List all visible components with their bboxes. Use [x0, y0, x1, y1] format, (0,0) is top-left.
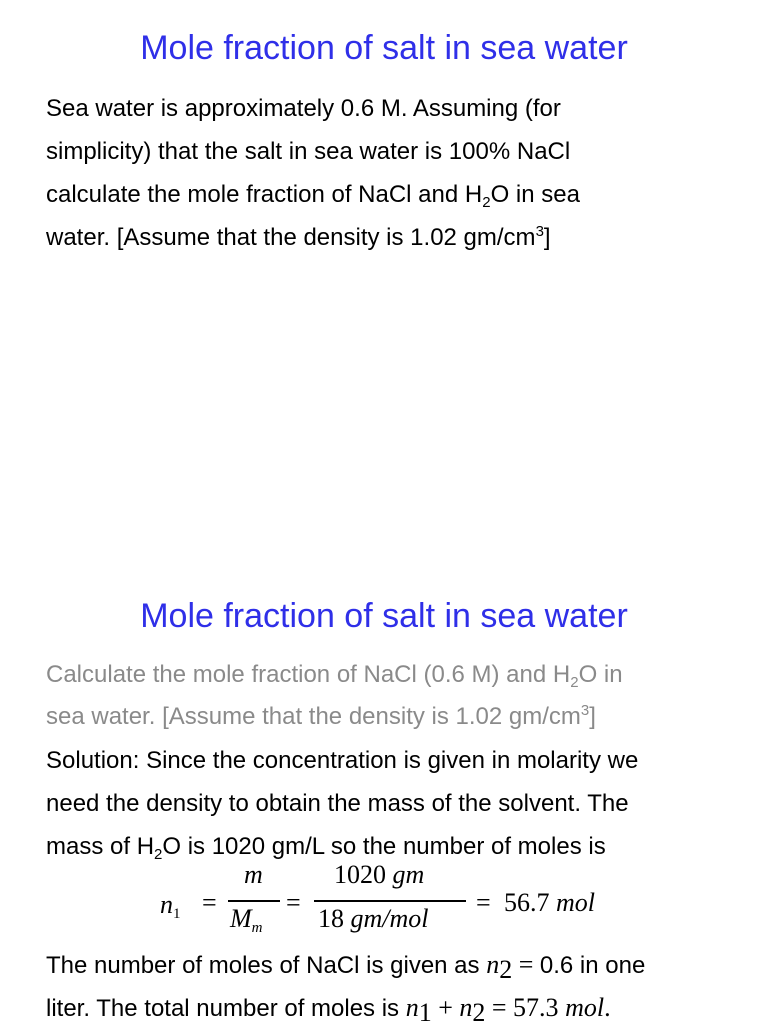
text-fragment: 0.6 in one: [539, 952, 646, 979]
text-fragment: Solution: Since the concentration is given in molarity we: [46, 747, 639, 774]
fraction-numerator: 1020 gm: [334, 860, 425, 889]
text-fragment: ]: [589, 703, 596, 730]
text-line: [46, 782, 746, 825]
text-fragment: The number of moles of NaCl is given as: [46, 952, 487, 979]
equation-lhs: $n_1$: [160, 890, 181, 922]
total-moles-text: [46, 943, 746, 1029]
text-fragment: 2: [570, 674, 579, 691]
text-fragment: Sea water is approximately 0.6 M. Assuming (for: [46, 95, 561, 122]
text-fragment: mol: [565, 993, 605, 1022]
text-fragment: sea water. [Assume that the density is 1.02 gm/cm: [46, 703, 581, 730]
text-line: [46, 87, 746, 130]
text-fragment: liter. The total number of moles is: [46, 995, 406, 1022]
solution-text: [46, 739, 746, 868]
fraction-numerator: m: [244, 860, 263, 889]
text-fragment: .: [604, 993, 611, 1022]
fraction-denominator: 18 gm/mol: [318, 904, 429, 933]
slide-title: Mole fraction of salt in sea water: [140, 597, 628, 635]
text-fragment: need the density to obtain the mass of the solvent. The: [46, 790, 629, 817]
text-fragment: =: [512, 950, 540, 979]
question-text: [46, 654, 746, 738]
text-fragment: 1: [418, 998, 432, 1027]
equation-result: 56.7 mol: [504, 888, 595, 917]
text-fragment: n: [405, 993, 419, 1022]
text-fragment: Calculate the mole fraction of NaCl (0.6 M) and H: [46, 661, 571, 688]
text-fragment: 2: [472, 998, 486, 1027]
fraction-bar: [314, 900, 466, 902]
text-line: [46, 986, 746, 1029]
problem-text: [46, 87, 746, 259]
equals-sign: =: [286, 888, 301, 917]
text-fragment: water. [Assume that the density is 1.02 gm/cm: [46, 224, 536, 251]
text-line: [46, 696, 746, 738]
text-line: [46, 173, 746, 216]
text-line: [46, 654, 746, 696]
slide-2: [0, 512, 768, 1027]
text-fragment: = 57.3: [485, 993, 566, 1022]
text-fragment: 2: [482, 194, 491, 211]
slide-1: [0, 0, 768, 512]
equals-sign: =: [476, 888, 491, 917]
text-fragment: n: [486, 950, 500, 979]
text-fragment: simplicity) that the salt in sea water is 100% NaCl: [46, 138, 571, 165]
text-fragment: ]: [543, 224, 551, 251]
text-fragment: 2: [154, 846, 163, 863]
slide-title: Mole fraction of salt in sea water: [140, 29, 628, 67]
text-fragment: +: [431, 993, 460, 1022]
text-fragment: 2: [499, 955, 513, 984]
moles-equation: [160, 860, 680, 946]
text-line: [46, 216, 746, 259]
text-line: [46, 943, 746, 986]
text-fragment: O in: [578, 661, 623, 688]
text-line: [46, 739, 746, 782]
fraction-bar: [228, 900, 280, 902]
text-fragment: n: [459, 993, 473, 1022]
text-fragment: mass of H: [46, 833, 155, 860]
text-fragment: O is 1020 gm/L so the number of moles is: [162, 833, 606, 860]
text-fragment: calculate the mole fraction of NaCl and H: [46, 181, 483, 208]
text-line: [46, 130, 746, 173]
text-fragment: 3: [535, 223, 544, 240]
text-fragment: O in sea: [490, 181, 580, 208]
fraction-denominator: $M_m$: [230, 904, 263, 936]
equals-sign: =: [202, 888, 217, 917]
text-fragment: 3: [580, 702, 590, 719]
